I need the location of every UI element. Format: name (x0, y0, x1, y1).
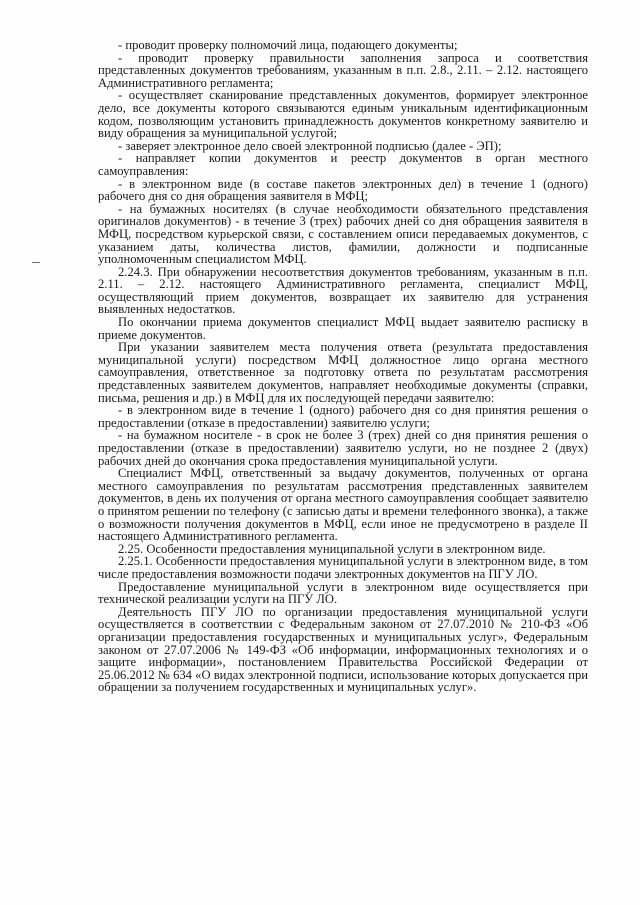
paragraph: - проводит проверку правильности заполнения запроса и соответствия представленных документов требованиям, указанным в п.п. 2.8., 2.11. – 2.12. настоящего Административного регламента; (98, 50, 588, 90)
paragraph: 2.25. Особенности предоставления муниципальной услуги в электронном виде. (118, 541, 546, 556)
paragraph: - на бумажных носителях (в случае необходимости обязательного представления оригиналов документов) - в течение 3 (трех) рабочих дней со дня обращения заявителя в МФЦ, посредством курьерской связи, с составлением описи передаваемых документов, с указанием даты, количества листов, фамилии, должности и подписанные уполномоченным специалистом МФЦ. (98, 201, 588, 267)
paragraph: По окончании приема документов специалист МФЦ выдает заявителю расписку в приеме документов. (98, 315, 588, 342)
paragraph: - в электронном виде в течение 1 (одного) рабочего дня со дня принятия решения о предоставлении (отказе в предоставлении) заявителю услуги; (98, 403, 588, 430)
paragraph: При указании заявителем места получения ответа (результата предоставления муниципальной услуги) посредством МФЦ должностное лицо органа местного самоуправления, ответственное за подготовку ответа по результатам рассмотрения представленных заявителем документов, направляет необходимые документы (справки, письма, решения и др.) в МФЦ для их последующей передачи заявителю: (98, 340, 588, 405)
paragraph: - на бумажном носителе - в срок не более 3 (трех) дней со дня принятия решения о предоставлении (отказе в предоставлении) заявителю услуги, но не позднее 2 (двух) рабочих дней до окончания срока предоставления муниципальной услуги. (98, 428, 588, 468)
paragraph: - заверяет электронное дело своей электронной подписью (далее - ЭП); (118, 138, 502, 153)
paragraph: - проводит проверку полномочий лица, подающего документы; (118, 38, 458, 52)
paragraph: - направляет копии документов и реестр документов в орган местного самоуправления: (98, 151, 588, 178)
paragraph: 2.24.3. При обнаружении несоответствия документов требованиям, указанным в п.п. 2.11. – 2.12. настоящего Административного регламента, специалист МФЦ, осуществляющий прием документов, возвращает их заявителю для устранения выявленных недостатков. (98, 264, 588, 317)
scan-mark (32, 262, 40, 263)
paragraph: Предоставление муниципальной услуги в электронном виде осуществляется при технической реализации услуги на ПГУ ЛО. (98, 579, 588, 607)
paragraph: Специалист МФЦ, ответственный за выдачу документов, полученных от органа местного самоуправления по результатам рассмотрения представленных заявителем документов, в день их получения от органа местного самоуправления сообщает заявителю о принятом решении по телефону (с записью даты и времени телефонного звонка), а также о возможности получения документов в МФЦ, если иное не предусмотрено в разделе II настоящего Административного регламента. (98, 466, 588, 544)
document-body (98, 39, 588, 694)
paragraph: - осуществляет сканирование представленных документов, формирует электронное дело, все документы которого связываются единым уникальным идентификационным кодом, позволяющим установить принадлежность документов конкретному заявителю и виду обращения за муниципальной услугой; (98, 88, 588, 141)
paragraph: - в электронном виде (в составе пакетов электронных дел) в течение 1 (одного) рабочего дня со дня обращения заявителя в МФЦ; (98, 176, 588, 204)
paragraph: 2.25.1. Особенности предоставления муниципальной услуги в электронном виде, в том числе предоставления возможности подачи электронных документов на ПГУ ЛО. (98, 554, 588, 581)
paragraph: Деятельность ПГУ ЛО по организации предоставления муниципальной услуги осуществляется в соответствии с Федеральным законом от 27.07.2010 № 210-ФЗ «Об организации предоставления государственных и муниципальных услуг», Федеральным законом от 27.07.2006 № 149-ФЗ «Об информации, информационных технологиях и о защите информации», постановлением Правительства Российской Федерации от 25.06.2012 № 634 «О видах электронной подписи, использование которых допускается при обращении за получением государственных и муниципальных услуг». (98, 604, 588, 695)
